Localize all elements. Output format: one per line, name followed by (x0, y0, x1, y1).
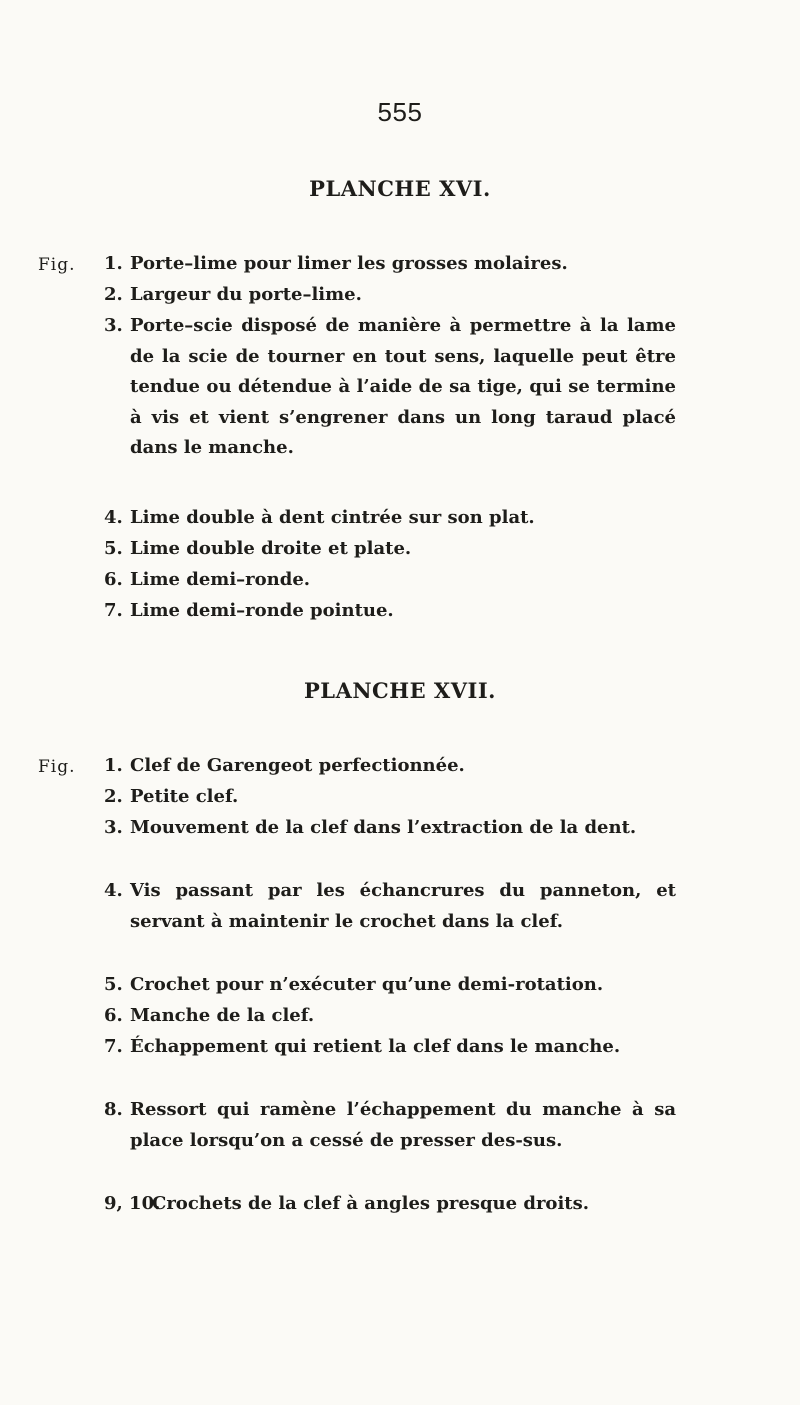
item-text: Porte–lime pour limer les grosses molaires. (130, 253, 568, 274)
item-number: 2. (104, 786, 123, 807)
list-item (104, 565, 676, 596)
item-number: 9, 10. (104, 1193, 161, 1214)
item-number: 5. (104, 538, 123, 559)
item-text: Ressort qui ramène l’échappement du manche à sa place lorsqu’on a cessé de presser des-sus. (130, 1099, 676, 1151)
item-number: 4. (104, 880, 123, 901)
item-text: Manche de la clef. (130, 1005, 315, 1026)
section-heading-planche-xvii: PLANCHE XVII. (304, 678, 496, 703)
list-item (104, 1095, 676, 1156)
page-number: 555 (377, 97, 423, 127)
list-item (104, 596, 676, 627)
fig-label: Fig. (38, 255, 76, 275)
item-text: Largeur du porte–lime. (130, 284, 362, 305)
item-text: Vis passant par les échancrures du panneton, et servant à maintenir le crochet dans la clef. (130, 880, 676, 932)
list-item (104, 280, 676, 311)
item-number: 7. (104, 600, 123, 621)
item-number: 3. (104, 817, 123, 838)
list-item (104, 1189, 676, 1220)
item-number: 6. (104, 569, 123, 590)
item-number: 1. (104, 253, 123, 274)
list-item (104, 1001, 676, 1032)
item-number: 5. (104, 974, 123, 995)
item-number: 1. (104, 755, 123, 776)
item-text: Porte–scie disposé de manière à permettre à la lame de la scie de tourner en tout sens, laquelle peut être tendue ou détendue à l’aide de sa tige, qui se termine à vis et vient s’engrener dans un long taraud placé dans le manche. (130, 315, 676, 458)
item-text: Clef de Garengeot perfectionnée. (130, 755, 465, 776)
item-number: 6. (104, 1005, 123, 1026)
item-text: Petite clef. (130, 786, 239, 807)
item-text: Crochets de la clef à angles presque droits. (152, 1193, 589, 1214)
item-number: 8. (104, 1099, 123, 1120)
fig-label: Fig. (38, 757, 76, 777)
item-text: Lime demi–ronde pointue. (130, 600, 394, 621)
item-text: Crochet pour n’exécuter qu’une demi-rotation. (130, 974, 604, 995)
list-item (104, 1032, 676, 1063)
item-number: 3. (104, 315, 123, 336)
item-number: 4. (104, 507, 123, 528)
list-item (104, 311, 676, 464)
list-item (104, 782, 676, 813)
list-item (104, 813, 676, 844)
item-text: Lime double droite et plate. (130, 538, 412, 559)
list-item (104, 970, 676, 1001)
item-text: Lime double à dent cintrée sur son plat. (130, 507, 535, 528)
item-number: 2. (104, 284, 123, 305)
item-number: 7. (104, 1036, 123, 1057)
section-heading-planche-xvi: PLANCHE XVI. (309, 176, 491, 201)
list-item (104, 249, 676, 280)
list-item (104, 503, 676, 534)
list-item (104, 751, 676, 782)
item-text: Mouvement de la clef dans l’extraction de la dent. (130, 817, 637, 838)
item-text: Échappement qui retient la clef dans le manche. (130, 1036, 621, 1057)
list-item (104, 876, 676, 937)
item-text: Lime demi–ronde. (130, 569, 311, 590)
list-item (104, 534, 676, 565)
